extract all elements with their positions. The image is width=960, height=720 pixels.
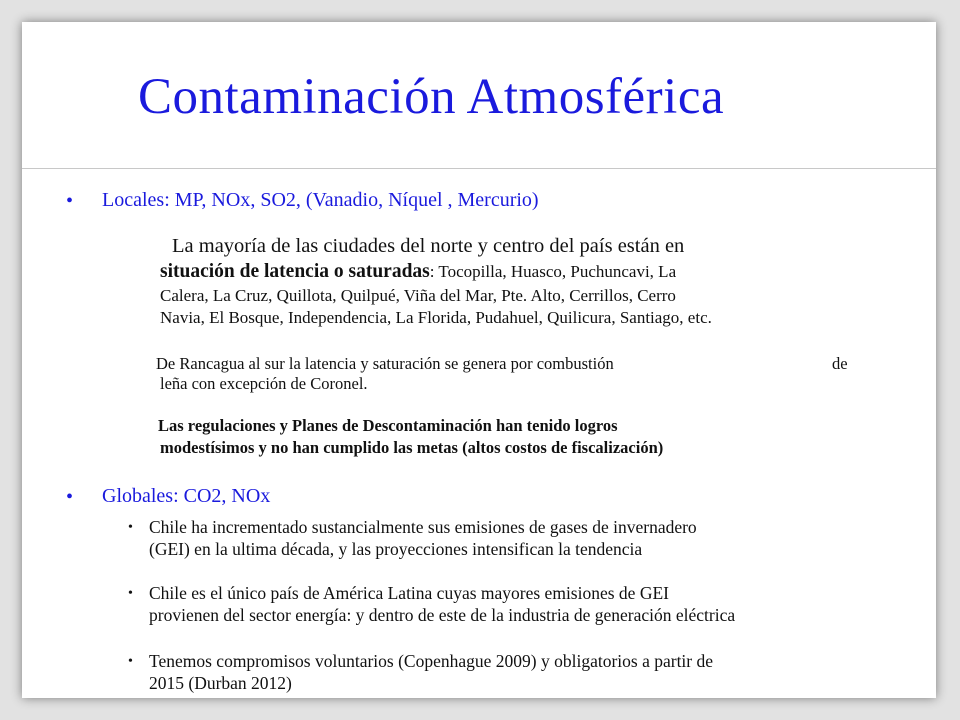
globales-item-1-line2: (GEI) en la ultima década, y las proyecciones intensifican la tendencia (149, 539, 643, 559)
para1-bold: situación de latencia o saturadas (160, 261, 430, 282)
locales-heading: Locales: MP, NOx, SO2, (Vanadio, Níquel , Mercurio) (102, 189, 539, 211)
slide-frame (22, 22, 936, 698)
subbullet-2: • (128, 586, 133, 601)
para1-line1: La mayoría de las ciudades del norte y centro del país están en (172, 235, 685, 257)
para2-de: de (832, 354, 848, 373)
slide-title: Contaminación Atmosférica (138, 69, 725, 125)
para1-line2: situación de latencia o saturadas: Tocopilla, Huasco, Puchuncavi, La (160, 261, 677, 282)
globales-item-2-line2: provienen del sector energía: y dentro de este de la industria de generación eléctrica (149, 605, 736, 625)
bullet-globales: • (66, 486, 74, 508)
globales-item-3-line1: Tenemos compromisos voluntarios (Copenhague 2009) y obligatorios a partir de (149, 651, 714, 671)
globales-item-2-line1: Chile es el único país de América Latina cuyas mayores emisiones de GEI (149, 583, 669, 603)
para2-line1: De Rancagua al sur la latencia y saturación se genera por combustión (156, 354, 614, 373)
globales-heading: Globales: CO2, NOx (102, 485, 271, 507)
globales-item-1-line1: Chile ha incrementado sustancialmente sus emisiones de gases de invernadero (149, 517, 697, 537)
para1-line3: Calera, La Cruz, Quillota, Quilpué, Viña del Mar, Pte. Alto, Cerrillos, Cerro (160, 286, 676, 305)
subbullet-1: • (128, 520, 133, 535)
para3-line2: modestísimos y no han cumplido las metas (altos costos de fiscalización) (160, 438, 664, 457)
para3-line1: Las regulaciones y Planes de Descontaminación han tenido logros (158, 416, 618, 435)
subbullet-3: • (128, 654, 133, 669)
para1-line4: Navia, El Bosque, Independencia, La Florida, Pudahuel, Quilicura, Santiago, etc. (160, 308, 712, 327)
bullet-locales: • (66, 190, 74, 212)
para2-line2: leña con excepción de Coronel. (160, 374, 368, 393)
globales-item-3-line2: 2015 (Durban 2012) (149, 673, 292, 693)
title-box (22, 22, 936, 169)
